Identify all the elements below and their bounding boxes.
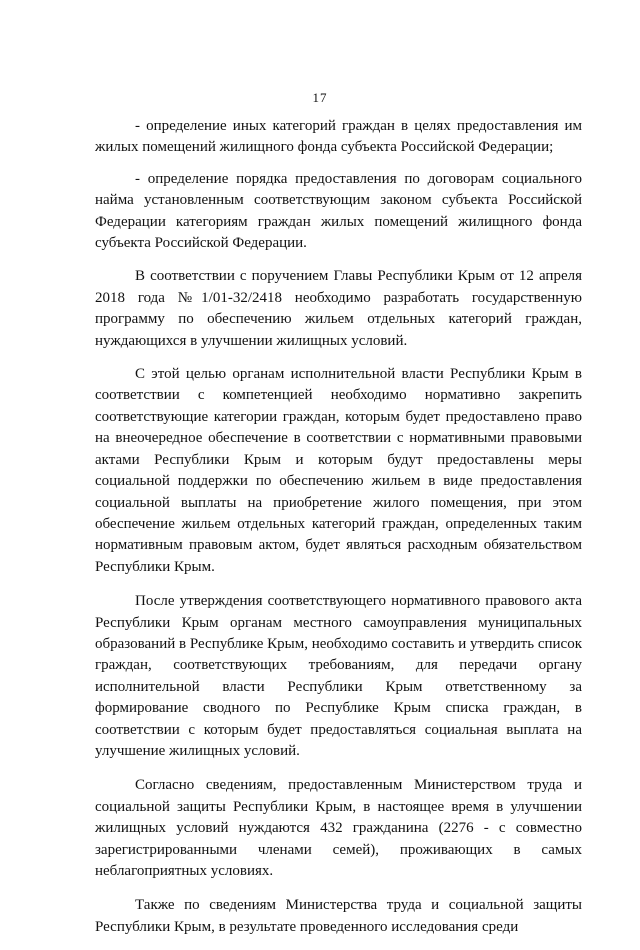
paragraph-2: - определение порядка предоставления по договорам социального найма установленным соответствующим законом субъекта Российской Федерации категориям граждан жилых помещений жилищного фонда субъекта Российской Федерации. [95, 170, 582, 252]
document-body [95, 116, 582, 950]
paragraph-1: - определение иных категорий граждан в целях предоставления им жилых помещений жилищного фонда субъекта Российской Федерации; [95, 118, 582, 156]
paragraph-5: После утверждения соответствующего нормативного правового акта Республики Крым органам местного самоуправления муниципальных образований в Республике Крым, необходимо составить и утвердить список граждан, соответствующих требованиям, для передачи органу исполнительной власти Республики Крым ответственному за формирование сводного по Республике Крым списка граждан, в соответствии с которым будет предоставляться социальная выплата на улучшение жилищных условий. [95, 593, 582, 759]
paragraph-4: С этой целью органам исполнительной власти Республики Крым в соответствии с компетенцией необходимо нормативно закрепить соответствующие категории граждан, которым будет предоставлено право на внеочередное обеспечение в соответствии с нормативными правовыми актами Республики Крым и которым будут предоставлены меры социальной поддержки по обеспечению жильем в виде предоставления социальной выплаты на приобретение жилого помещения, при этом обеспечение жильем отдельных категорий граждан, определенных таким нормативным правовым актом, будет являться расходным обязательством Республики Крым. [95, 366, 582, 575]
paragraph-3: В соответствии с поручением Главы Республики Крым от 12 апреля 2018 года №1/01-32/2418 необходимо разработать государственную программу по обеспечению жильем отдельных категорий граждан, нуждающихся в улучшении жилищных условий. [95, 268, 582, 349]
paragraph-6: Согласно сведениям, предоставленным Министерством труда и социальной защиты Республики Крым, в настоящее время в улучшении жилищных условий нуждаются 432 гражданина (2276 - с совместно зарегистрированными членами семей), проживающих в самых неблагоприятных условиях. [95, 777, 582, 879]
paragraph-7: Также по сведениям Министерства труда и социальной защиты Республики Крым, в результате проведенного исследования среди [95, 897, 582, 935]
page-number: 17 [312, 90, 328, 105]
